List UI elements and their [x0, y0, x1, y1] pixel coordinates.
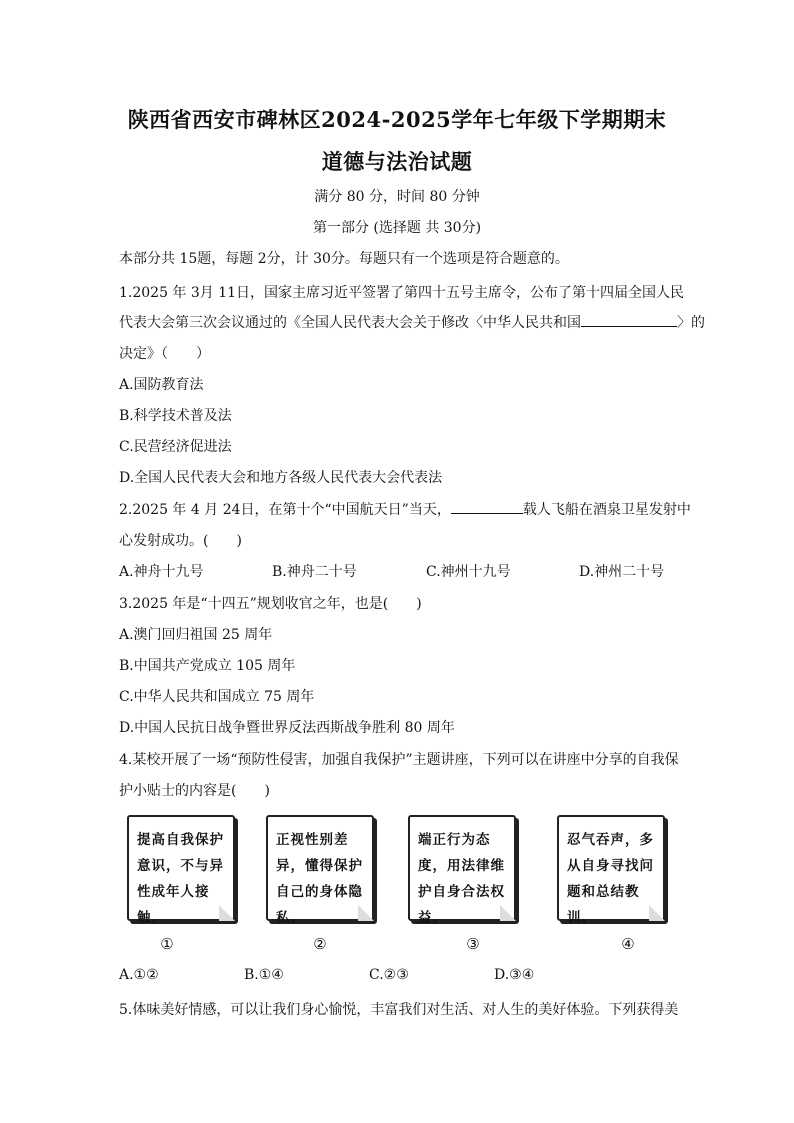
q2-stem-text: 2.2025 年 4 月 24日，在第十个“中国航天日”当天，	[119, 502, 451, 518]
q3-option-c: C.中华人民共和国成立 75 周年	[119, 689, 315, 705]
note-card-1	[127, 815, 235, 926]
q4-option-d: D.③④	[494, 967, 535, 983]
note-text: 端正行为态度，用法律维护自身合法权益。	[418, 832, 505, 926]
exam-title-line2: 道德与法治试题	[321, 149, 473, 174]
q3-stem: 3.2025 年是“十四五”规划收官之年，也是( )	[119, 596, 422, 612]
q1-stem-line2	[119, 312, 705, 332]
q4-option-b: B.①④	[244, 967, 284, 983]
q2-blank	[451, 499, 523, 514]
note-card-3	[408, 815, 516, 926]
note-text: 忍气吞声，多从自身寻找问题和总结教训。	[567, 832, 654, 926]
q2-option-c: C.神州十九号	[426, 564, 511, 580]
exam-title-line1: 陕西省西安市碑林区2024-2025学年七年级下学期期末	[127, 107, 667, 132]
note-card-4	[557, 815, 665, 926]
q3-option-d: D.中国人民抗日战争暨世界反法西斯战争胜利 80 周年	[119, 720, 455, 736]
q1-option-c: C.民营经济促进法	[119, 439, 232, 455]
q1-blank	[581, 312, 677, 327]
instruction: 本部分共 15题，每题 2分，计 30分。每题只有一个选项是符合题意的。	[119, 251, 569, 267]
q1-option-a: A.国防教育法	[119, 377, 204, 393]
q1-option-d: D.全国人民代表大会和地方各级人民代表大会代表法	[119, 470, 443, 486]
q1-stem-line2-text: 代表大会第三次会议通过的《全国人民代表大会关于修改〈中华人民共和国	[119, 315, 581, 331]
q1-option-b: B.科学技术普及法	[119, 408, 232, 424]
q1-stem-line1: 1.2025 年 3月 11日，国家主席习近平签署了第四十五号主席令，公布了第十四届全国人民	[119, 285, 685, 301]
note-number-4: ④	[621, 935, 635, 953]
q2-option-d: D.神州二十号	[579, 564, 665, 580]
q2-stem-text-end: 载人飞船在酒泉卫星发射中	[522, 502, 691, 518]
q1-stem-line3: 决定》（ ）	[119, 346, 210, 362]
note-number-1: ①	[160, 935, 174, 953]
q4-stem-line2: 护小贴士的内容是( )	[119, 783, 270, 799]
score-time: 满分 80 分，时间 80 分钟	[314, 189, 480, 205]
note-number-2: ②	[313, 935, 327, 953]
note-card-2	[266, 815, 374, 926]
q4-stem-line1: 4.某校开展了一场“预防性侵害，加强自我保护”主题讲座，下列可以在讲座中分享的自我保	[119, 752, 679, 768]
part-title: 第一部分 (选择题 共 30分)	[312, 220, 482, 236]
q1-stem-line2-end: 〉的	[677, 315, 705, 331]
q2-stem-line2: 心发射成功。( )	[119, 533, 242, 549]
q2-stem-line1	[119, 499, 691, 519]
note-text: 提高自我保护意识，不与异性成年人接触。	[137, 832, 224, 926]
q4-option-a: A.①②	[119, 967, 159, 983]
q2-option-b: B.神舟二十号	[272, 564, 357, 580]
q3-option-b: B.中国共产党成立 105 周年	[119, 658, 296, 674]
q3-option-a: A.澳门回归祖国 25 周年	[119, 627, 273, 643]
q5-stem-line1: 5.体味美好情感，可以让我们身心愉悦，丰富我们对生活、对人生的美好体验。下列获得美	[119, 1002, 679, 1018]
note-text: 正视性别差异，懂得保护自己的身体隐私。	[276, 832, 363, 926]
q4-option-c: C.②③	[369, 967, 409, 983]
q2-option-a: A.神舟十九号	[119, 564, 204, 580]
note-number-3: ③	[466, 935, 480, 953]
